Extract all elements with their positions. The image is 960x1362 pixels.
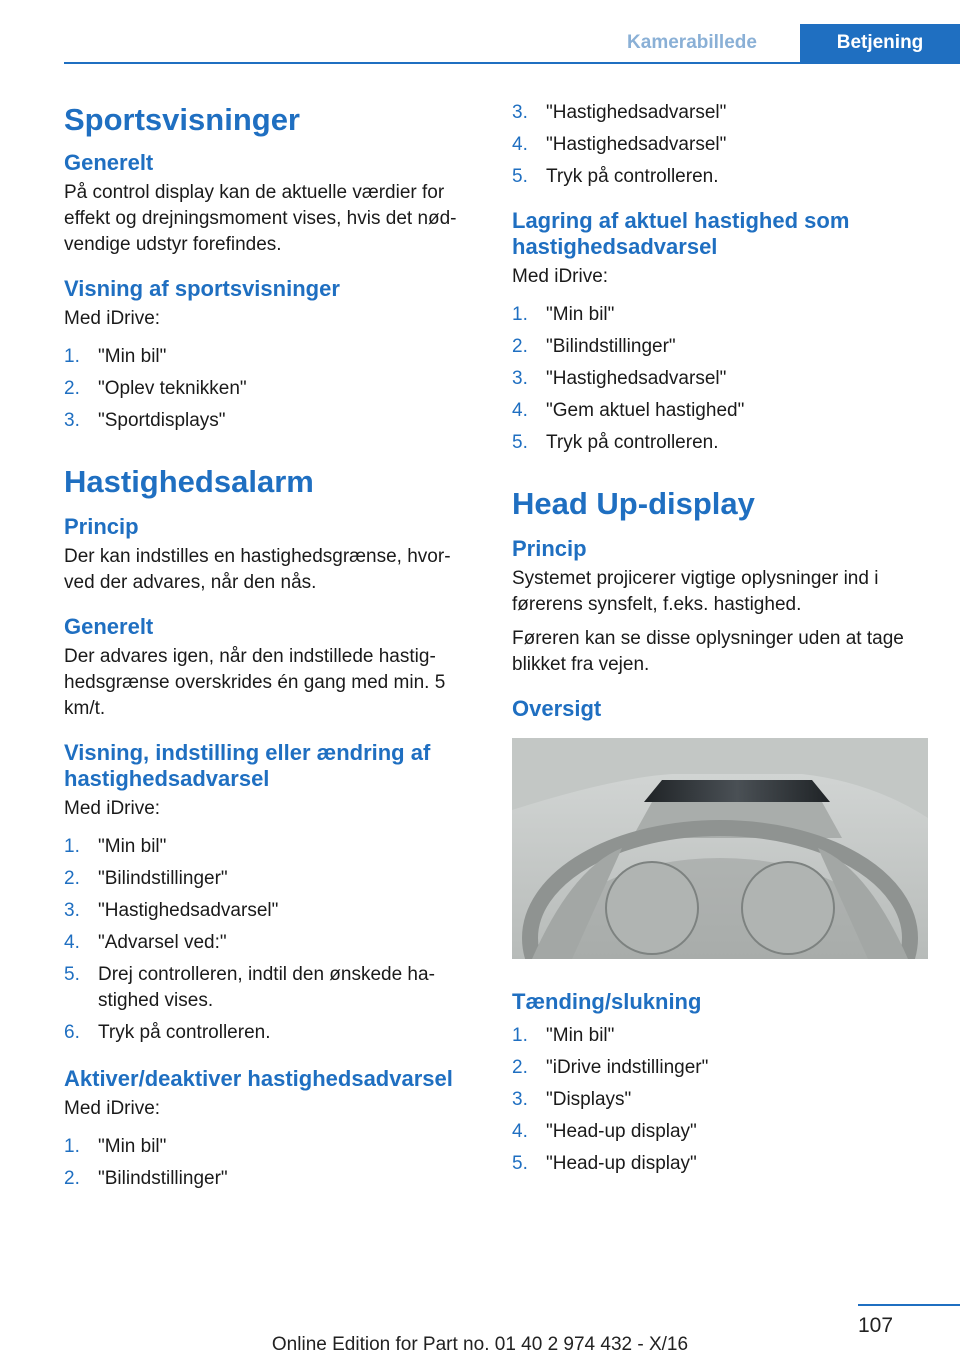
list-item bbox=[64, 834, 474, 860]
chapter-tab: Betjening bbox=[800, 24, 960, 62]
list-item-text: "Bilindstillinger" bbox=[546, 336, 676, 357]
list-item-number: 1. bbox=[512, 304, 528, 325]
hastighedsalarm-title: Hastighedsalarm bbox=[64, 464, 314, 499]
list-item-number: 2. bbox=[64, 1168, 80, 1189]
list-item-number: 3. bbox=[512, 102, 528, 123]
list-item-number: 4. bbox=[512, 134, 528, 155]
aktiver-heading: Aktiver/deaktiver hastighedsadvarsel bbox=[64, 1066, 453, 1091]
head-up-display-title: Head Up-display bbox=[512, 486, 755, 521]
list-item-number: 3. bbox=[512, 368, 528, 389]
indstil-intro: Med iDrive: bbox=[64, 798, 161, 819]
hud-princip-heading: Princip bbox=[512, 536, 587, 561]
list-item bbox=[64, 344, 474, 370]
list-item bbox=[512, 1151, 928, 1177]
list-item-number: 5. bbox=[512, 432, 528, 453]
generelt-heading: Generelt bbox=[64, 150, 154, 175]
list-item-text: "Oplev teknikken" bbox=[98, 378, 247, 399]
princip-heading: Princip bbox=[64, 514, 139, 539]
list-item-number: 4. bbox=[64, 932, 80, 953]
list-item-text: "Sportdisplays" bbox=[98, 410, 226, 431]
visning-heading: Visning af sportsvisninger bbox=[64, 276, 340, 301]
aktiver-steps bbox=[64, 1134, 474, 1192]
list-item bbox=[512, 164, 928, 190]
generelt-text: På control display kan de aktuelle værdier for effekt og drejningsmoment vises, hvis det nød-vendige udstyr forefindes. bbox=[64, 182, 457, 255]
list-item bbox=[64, 962, 474, 1014]
list-item-text: "Advarsel ved:" bbox=[98, 932, 227, 953]
list-item-number: 1. bbox=[64, 836, 80, 857]
list-item-number: 4. bbox=[512, 400, 528, 421]
section-tab: Kamerabillede bbox=[627, 32, 757, 53]
list-item-number: 4. bbox=[512, 1121, 528, 1142]
sportsvisninger-title: Sportsvisninger bbox=[64, 102, 300, 137]
lagring-steps bbox=[512, 302, 928, 456]
head-up-display-illustration bbox=[512, 738, 928, 959]
hud-princip-text-1: Systemet projicerer vigtige oplysninger ind i førerens synsfelt, f.eks. hastighed. bbox=[512, 568, 879, 615]
list-item-text: "Hastighedsadvarsel" bbox=[546, 102, 727, 123]
list-item-text: "Bilindstillinger" bbox=[98, 1168, 228, 1189]
list-item bbox=[512, 302, 928, 328]
list-item-text: "Min bil" bbox=[546, 1025, 615, 1046]
generelt2-heading: Generelt bbox=[64, 614, 154, 639]
left-column bbox=[64, 100, 474, 1198]
list-item bbox=[512, 398, 928, 424]
indstil-steps bbox=[64, 834, 474, 1046]
dashboard-figure-svg bbox=[512, 738, 928, 959]
list-item bbox=[64, 376, 474, 402]
lagring-heading: Lagring af aktuel hastighed som hastighedsadvarsel bbox=[512, 208, 850, 259]
generelt2-text: Der advares igen, når den indstillede hastig-hedsgrænse overskrides én gang med min. 5 km/t. bbox=[64, 646, 446, 719]
taending-steps bbox=[512, 1023, 928, 1177]
list-item-text: "Displays" bbox=[546, 1089, 632, 1110]
list-item-number: 3. bbox=[64, 900, 80, 921]
list-item bbox=[512, 430, 928, 456]
list-item-number: 5. bbox=[64, 964, 80, 985]
list-item-number: 3. bbox=[512, 1089, 528, 1110]
lagring-intro: Med iDrive: bbox=[512, 266, 609, 287]
edition-footer: Online Edition for Part no. 01 40 2 974 432 - X/16 bbox=[271, 1334, 689, 1355]
list-item-text: Drej controlleren, indtil den ønskede ha-stighed vises. bbox=[98, 964, 435, 1011]
list-item bbox=[64, 1020, 474, 1046]
page-header bbox=[64, 24, 960, 64]
list-item-text: "Hastighedsadvarsel" bbox=[546, 134, 727, 155]
list-item bbox=[512, 1119, 928, 1145]
visning-intro: Med iDrive: bbox=[64, 308, 161, 329]
list-item bbox=[64, 1166, 474, 1192]
list-item bbox=[64, 898, 474, 924]
list-item-text: "Hastighedsadvarsel" bbox=[98, 900, 279, 921]
list-item-text: Tryk på controlleren. bbox=[546, 432, 719, 453]
list-item-text: "Min bil" bbox=[98, 1136, 167, 1157]
list-item-text: "Min bil" bbox=[98, 836, 167, 857]
page-number: 107 bbox=[858, 1314, 894, 1337]
list-item-number: 2. bbox=[512, 336, 528, 357]
list-item-number: 1. bbox=[64, 346, 80, 367]
list-item-text: "Bilindstillinger" bbox=[98, 868, 228, 889]
list-item-text: Tryk på controlleren. bbox=[98, 1022, 271, 1043]
list-item-text: Tryk på controlleren. bbox=[546, 166, 719, 187]
list-item-text: "Head-up display" bbox=[546, 1153, 697, 1174]
oversigt-heading: Oversigt bbox=[512, 696, 602, 721]
aktiver-intro: Med iDrive: bbox=[64, 1098, 161, 1119]
list-item bbox=[64, 1134, 474, 1160]
visning-steps bbox=[64, 344, 474, 434]
list-item bbox=[512, 1087, 928, 1113]
list-item-text: "Head-up display" bbox=[546, 1121, 697, 1142]
list-item-text: "Min bil" bbox=[98, 346, 167, 367]
list-item-number: 2. bbox=[512, 1057, 528, 1078]
list-item bbox=[512, 366, 928, 392]
hud-princip-text-2: Føreren kan se disse oplysninger uden at tage blikket fra vejen. bbox=[512, 628, 904, 675]
list-item-text: "Gem aktuel hastighed" bbox=[546, 400, 745, 421]
list-item bbox=[64, 866, 474, 892]
list-item-text: "Min bil" bbox=[546, 304, 615, 325]
list-item bbox=[512, 1055, 928, 1081]
list-item-number: 1. bbox=[64, 1136, 80, 1157]
aktiver-steps-continued bbox=[512, 100, 928, 190]
list-item-number: 6. bbox=[64, 1022, 80, 1043]
list-item-number: 1. bbox=[512, 1025, 528, 1046]
princip-text: Der kan indstilles en hastighedsgrænse, hvor-ved der advares, når den nås. bbox=[64, 546, 451, 593]
list-item bbox=[512, 334, 928, 360]
list-item bbox=[64, 930, 474, 956]
footer-rule bbox=[858, 1304, 960, 1306]
taending-heading: Tænding/slukning bbox=[512, 989, 702, 1014]
list-item-text: "Hastighedsadvarsel" bbox=[546, 368, 727, 389]
list-item bbox=[512, 132, 928, 158]
list-item-number: 2. bbox=[64, 378, 80, 399]
list-item bbox=[512, 100, 928, 126]
list-item-number: 2. bbox=[64, 868, 80, 889]
indstil-heading: Visning, indstilling eller ændring af hastighedsadvarsel bbox=[64, 740, 431, 791]
list-item bbox=[512, 1023, 928, 1049]
right-column bbox=[512, 100, 928, 1183]
list-item-number: 5. bbox=[512, 166, 528, 187]
list-item-number: 5. bbox=[512, 1153, 528, 1174]
list-item bbox=[64, 408, 474, 434]
list-item-text: "iDrive indstillinger" bbox=[546, 1057, 709, 1078]
list-item-number: 3. bbox=[64, 410, 80, 431]
